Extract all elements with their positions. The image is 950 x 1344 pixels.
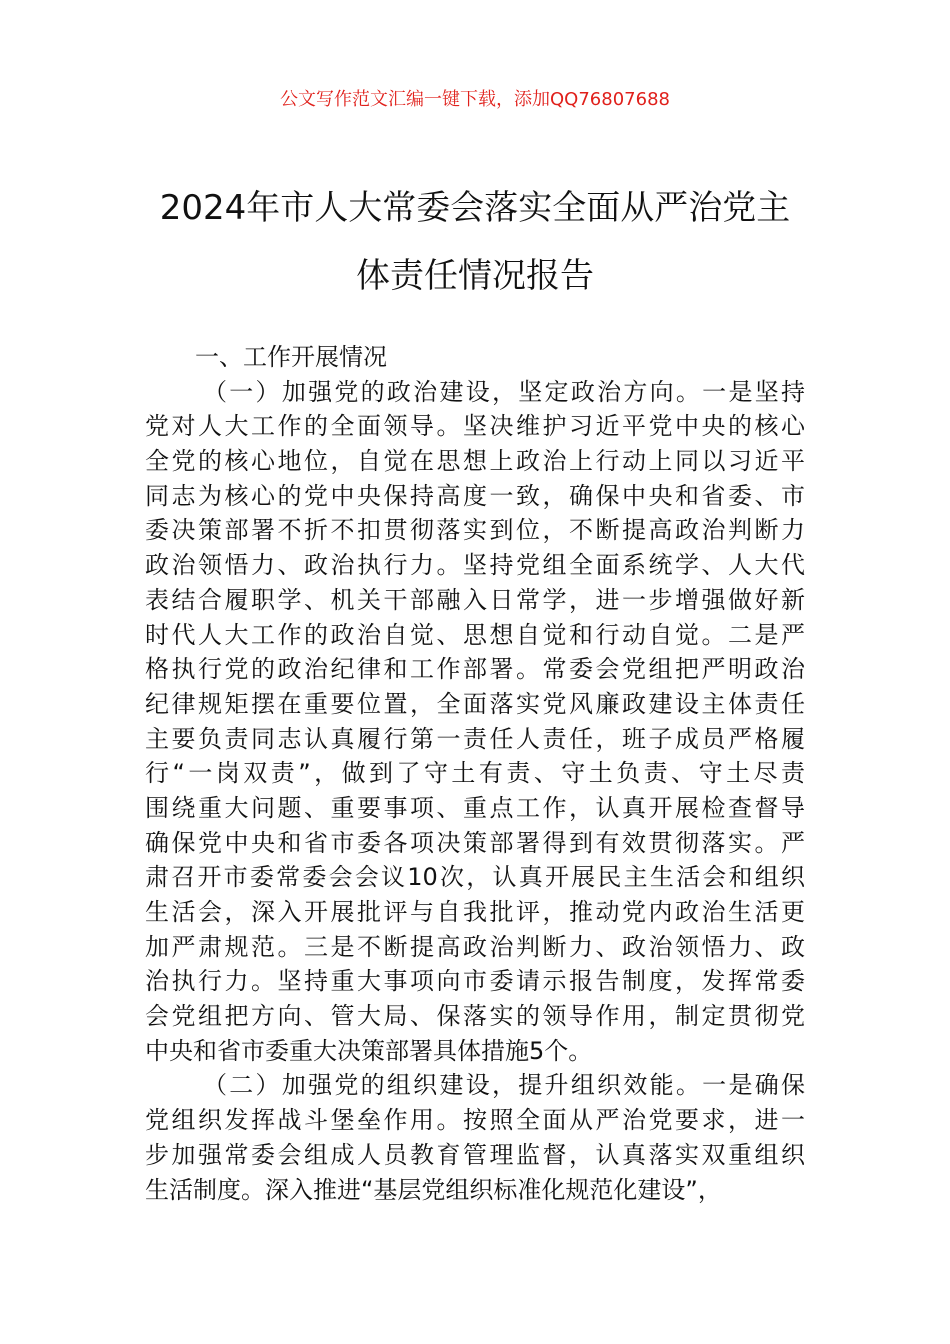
paragraph	[145, 375, 805, 1069]
document-title-line-2: 体责任情况报告	[356, 256, 594, 296]
paragraph-line: 同志为核心的党中央保持高度一致，确保中央和省委、市	[145, 481, 805, 510]
paragraph-line: 全党的核心地位，自觉在思想上政治上行动上同以习近平	[145, 447, 805, 476]
paragraph-line: 政治领悟力、政治执行力。坚持党组全面系统学、人大代	[145, 551, 805, 580]
paragraph-line: 生活制度。深入推进“基层党组织标准化规范化建设”，	[145, 1175, 722, 1204]
paragraph-line: 加严肃规范。三是不断提高政治判断力、政治领悟力、政	[145, 932, 805, 961]
document-title-line-1: 2024年市人大常委会落实全面从严治党主	[159, 188, 791, 228]
paragraph-line: 格执行党的政治纪律和工作部署。常委会党组把严明政治	[145, 655, 805, 684]
paragraph-line: （二）加强党的组织建设，提升组织效能。一是确保	[203, 1071, 805, 1100]
section-heading: 一、工作开展情况	[195, 343, 387, 371]
paragraph-line: 肃召开市委常委会会议10次，认真开展民主生活会和组织	[145, 863, 805, 892]
paragraph-line: 主要负责同志认真履行第一责任人责任，班子成员严格履	[145, 724, 805, 753]
paragraph-line: 纪律规矩摆在重要位置，全面落实党风廉政建设主体责任	[145, 689, 805, 718]
paragraph-line: 生活会，深入开展批评与自我批评，推动党内政治生活更	[145, 898, 805, 926]
paragraph-line: 时代人大工作的政治自觉、思想自觉和行动自觉。二是严	[145, 620, 805, 649]
paragraph-line: 步加强常委会组成人员教育管理监督，认真落实双重组织	[145, 1140, 805, 1169]
document-body	[145, 340, 805, 1207]
paragraph-line: 中央和省市委重大决策部署具体措施5个。	[145, 1036, 593, 1065]
paragraph-line: 治执行力。坚持重大事项向市委请示报告制度，发挥常委	[145, 967, 805, 996]
paragraph-line: 围绕重大问题、重要事项、重点工作，认真开展检查督导	[145, 793, 805, 822]
paragraph-line: 会党组把方向、管大局、保落实的领导作用，制定贯彻党	[145, 1002, 805, 1031]
paragraph-line: 党对人大工作的全面领导。坚决维护习近平党中央的核心	[145, 412, 805, 441]
paragraph-line: 表结合履职学、机关干部融入日常学，进一步增强做好新	[145, 585, 805, 614]
paragraph-line: 行“一岗双责”，做到了守土有责、守土负责、守土尽责	[145, 759, 805, 788]
paragraph-line: 确保党中央和省市委各项决策部署得到有效贯彻落实。严	[145, 828, 805, 857]
download-watermark-link[interactable]: 公文写作范文汇编一键下载，添加QQ76807688	[280, 89, 670, 110]
paragraph-line: （一）加强党的政治建设，坚定政治方向。一是坚持	[203, 377, 805, 406]
paragraph-line: 党组织发挥战斗堡垒作用。按照全面从严治党要求，进一	[145, 1106, 805, 1135]
paragraph-line: 委决策部署不折不扣贯彻落实到位，不断提高政治判断力	[145, 516, 805, 545]
paragraph	[145, 1068, 805, 1207]
paragraphs	[145, 375, 805, 1208]
